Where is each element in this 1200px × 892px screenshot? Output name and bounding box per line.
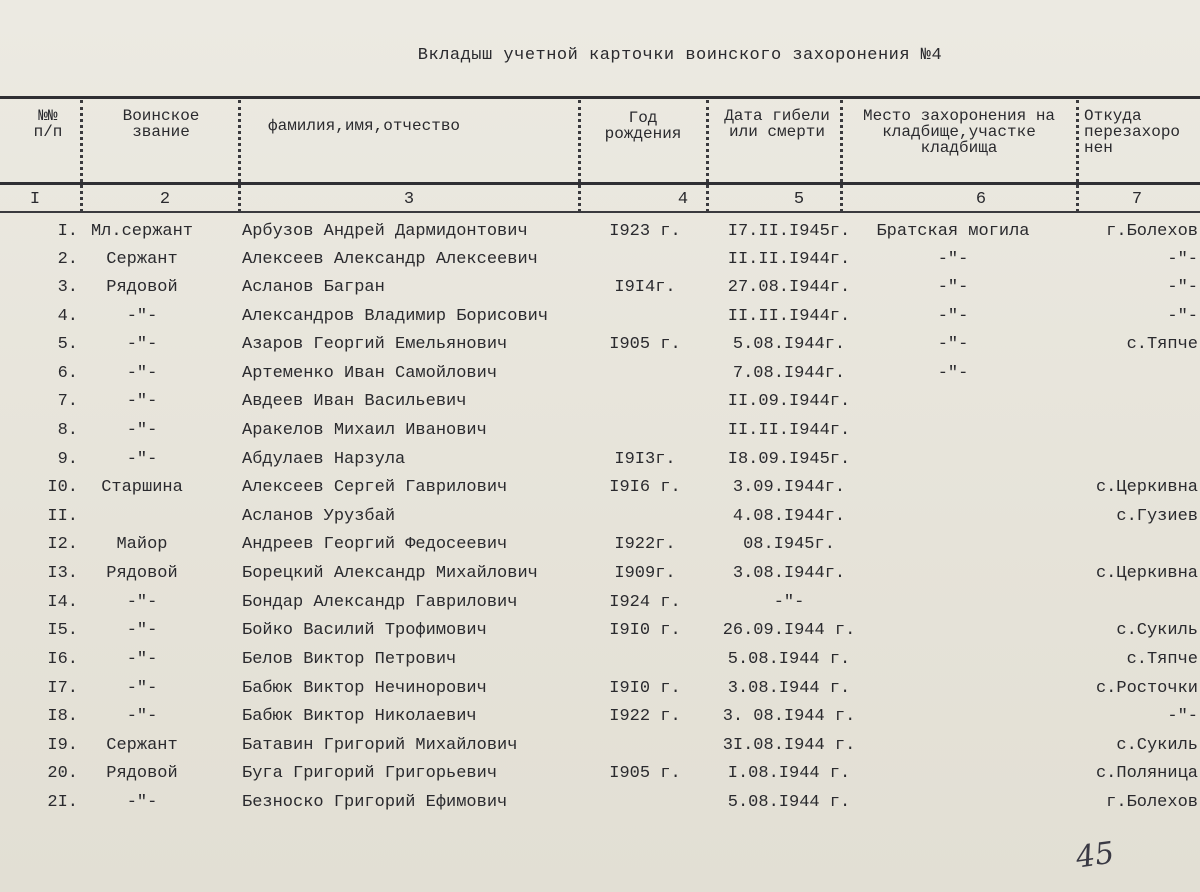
cell-death-date: II.II.I944г. (727, 421, 851, 440)
cell-number: 2I. (47, 793, 78, 812)
header-top-rule (0, 96, 1200, 99)
cell-rank: -"- (126, 793, 158, 812)
cell-reburied-from: с.Сукиль (1116, 621, 1198, 640)
cell-death-date: II.II.I944г. (727, 307, 851, 326)
cell-death-date: 5.08.I944г. (732, 335, 846, 354)
table-row (0, 278, 1200, 306)
col-separator (238, 100, 241, 212)
table-row (0, 535, 1200, 563)
cell-death-date: I8.09.I945г. (727, 450, 851, 469)
cell-rank: -"- (126, 679, 158, 698)
col-separator (80, 100, 83, 212)
cell-rank: Мл.сержант (90, 222, 194, 241)
cell-name: Батавин Григорий Михайлович (242, 736, 518, 755)
cell-number: I8. (47, 707, 78, 726)
cell-death-date: 3.09.I944г. (732, 478, 846, 497)
table-row (0, 679, 1200, 707)
cell-death-date: 3.08.I944г. (732, 564, 846, 583)
table-row (0, 507, 1200, 535)
cell-rank: Рядовой (106, 278, 178, 297)
cell-name: Бондар Александр Гаврилович (242, 593, 518, 612)
header-number: №№ п/п (33, 107, 63, 141)
cell-number: 9. (57, 450, 78, 469)
header-rank: Воинское звание (122, 107, 200, 141)
table-row (0, 421, 1200, 449)
cell-number: I7. (47, 679, 78, 698)
cell-number: I0. (47, 478, 78, 497)
cell-reburied-from: с.Церкивна (1095, 564, 1198, 583)
cell-reburied-from: с.Росточки (1095, 679, 1198, 698)
cell-death-date: 5.08.I944 г. (727, 793, 851, 812)
cell-birth-year: I905 г. (609, 764, 681, 783)
cell-death-date: 08.I945г. (743, 535, 835, 554)
column-number-rule (0, 211, 1200, 213)
cell-name: Асланов Багран (242, 278, 385, 297)
cell-death-date: 5.08.I944 г. (727, 650, 851, 669)
cell-death-date: I7.II.I945г. (727, 222, 851, 241)
cell-birth-year: I922 г. (609, 707, 681, 726)
cell-reburied-from: г.Болехов (1106, 222, 1198, 241)
handwritten-page-number: 45 (1073, 835, 1117, 876)
cell-reburied-from: с.Тяпче (1126, 335, 1198, 354)
cell-rank: Рядовой (106, 564, 178, 583)
cell-name: Борецкий Александр Михайлович (242, 564, 538, 583)
table-row (0, 621, 1200, 649)
cell-rank: -"- (126, 707, 158, 726)
cell-burial-place: Братская могила (876, 222, 1030, 241)
cell-rank: -"- (126, 621, 158, 640)
cell-birth-year: I909г. (614, 564, 676, 583)
table-row (0, 793, 1200, 821)
cell-number: I9. (47, 736, 78, 755)
table-row (0, 707, 1200, 735)
cell-rank: -"- (126, 593, 158, 612)
cell-number: I3. (47, 564, 78, 583)
cell-death-date: I.08.I944 г. (727, 764, 851, 783)
cell-name: Алексеев Сергей Гаврилович (242, 478, 508, 497)
cell-reburied-from: г.Болехов (1106, 793, 1198, 812)
cell-death-date: 3I.08.I944 г. (722, 736, 856, 755)
cell-birth-year: I9I0 г. (609, 679, 681, 698)
cell-death-date: 27.08.I944г. (727, 278, 851, 297)
cell-reburied-from: -"- (1167, 707, 1198, 726)
cell-death-date: 26.09.I944 г. (722, 621, 856, 640)
cell-name: Бабюк Виктор Нечинорович (242, 679, 487, 698)
cell-burial-place: -"- (937, 250, 969, 269)
cell-name: Андреев Георгий Федосеевич (242, 535, 508, 554)
cell-death-date: 7.08.I944г. (732, 364, 846, 383)
cell-name: Авдеев Иван Васильевич (242, 392, 467, 411)
cell-name: Артеменко Иван Самойлович (242, 364, 498, 383)
header-reburied-from: Откуда перезахоро нен (1084, 107, 1181, 157)
cell-birth-year: I923 г. (609, 222, 681, 241)
cell-name: Абдулаев Нарзула (242, 450, 406, 469)
cell-birth-year: I9I0 г. (609, 621, 681, 640)
cell-name: Азаров Георгий Емельянович (242, 335, 508, 354)
cell-number: I2. (47, 535, 78, 554)
cell-birth-year: I9I4г. (614, 278, 676, 297)
cell-birth-year: I922г. (614, 535, 676, 554)
table-row (0, 392, 1200, 420)
cell-rank: -"- (126, 307, 158, 326)
column-number: 5 (793, 190, 805, 209)
column-number: 4 (677, 190, 689, 209)
cell-death-date: -"- (773, 593, 805, 612)
table-row (0, 650, 1200, 678)
cell-name: Бабюк Виктор Николаевич (242, 707, 477, 726)
cell-burial-place: -"- (937, 307, 969, 326)
cell-burial-place: -"- (937, 278, 969, 297)
cell-birth-year: I9I6 г. (609, 478, 681, 497)
cell-reburied-from: с.Сукиль (1116, 736, 1198, 755)
cell-number: I5. (47, 621, 78, 640)
cell-number: 5. (57, 335, 78, 354)
cell-rank: Сержант (106, 736, 178, 755)
cell-birth-year: I9I3г. (614, 450, 676, 469)
cell-name: Буга Григорий Григорьевич (242, 764, 498, 783)
cell-name: Алексеев Александр Алексеевич (242, 250, 538, 269)
table-row (0, 222, 1200, 250)
cell-reburied-from: -"- (1167, 278, 1198, 297)
cell-rank: -"- (126, 335, 158, 354)
col-separator (1076, 100, 1079, 212)
cell-number: 6. (57, 364, 78, 383)
table-row (0, 564, 1200, 592)
cell-reburied-from: с.Церкивна (1095, 478, 1198, 497)
column-number: 7 (1131, 190, 1143, 209)
cell-rank: -"- (126, 392, 158, 411)
cell-rank: -"- (126, 364, 158, 383)
cell-birth-year: I905 г. (609, 335, 681, 354)
column-number: 3 (403, 190, 415, 209)
table-row (0, 736, 1200, 764)
cell-reburied-from: с.Тяпче (1126, 650, 1198, 669)
cell-number: II. (47, 507, 78, 526)
cell-name: Александров Владимир Борисович (242, 307, 549, 326)
table-row (0, 250, 1200, 278)
cell-number: 2. (57, 250, 78, 269)
cell-name: Безноско Григорий Ефимович (242, 793, 508, 812)
cell-name: Асланов Урузбай (242, 507, 396, 526)
cell-rank: Майор (116, 535, 168, 554)
cell-name: Бойко Василий Трофимович (242, 621, 487, 640)
table-row (0, 478, 1200, 506)
cell-burial-place: -"- (937, 335, 969, 354)
cell-death-date: 3. 08.I944 г. (722, 707, 856, 726)
cell-death-date: II.II.I944г. (727, 250, 851, 269)
cell-number: I6. (47, 650, 78, 669)
cell-death-date: 3.08.I944 г. (727, 679, 851, 698)
column-number: 2 (159, 190, 171, 209)
cell-name: Аракелов Михаил Иванович (242, 421, 487, 440)
cell-rank: -"- (126, 421, 158, 440)
table-row (0, 307, 1200, 335)
cell-reburied-from: -"- (1167, 250, 1198, 269)
cell-number: I4. (47, 593, 78, 612)
cell-number: 20. (47, 764, 78, 783)
table-row (0, 593, 1200, 621)
table-row (0, 450, 1200, 478)
cell-reburied-from: с.Гузиев (1116, 507, 1198, 526)
cell-name: Арбузов Андрей Дармидонтович (242, 222, 528, 241)
cell-rank: Рядовой (106, 764, 178, 783)
cell-number: 3. (57, 278, 78, 297)
cell-name: Белов Виктор Петрович (242, 650, 457, 669)
column-number: I (29, 190, 41, 209)
cell-rank: -"- (126, 650, 158, 669)
cell-number: 7. (57, 392, 78, 411)
table-row (0, 335, 1200, 363)
table-row (0, 364, 1200, 392)
header-name: фамилия,имя,отчество (268, 117, 461, 135)
cell-rank: Сержант (106, 250, 178, 269)
header-burial-place: Место захоронения на кладбище,участке кладбища (862, 107, 1056, 157)
cell-birth-year: I924 г. (609, 593, 681, 612)
cell-number: I. (57, 222, 78, 241)
cell-number: 8. (57, 421, 78, 440)
cell-death-date: II.09.I944г. (727, 392, 851, 411)
header-bottom-rule (0, 182, 1200, 185)
col-separator (578, 100, 581, 212)
column-number: 6 (975, 190, 987, 209)
document-title: Вкладыш учетной карточки воинского захоронения №4 (417, 46, 943, 65)
header-death-date: Дата гибели или смерти (724, 107, 830, 141)
cell-burial-place: -"- (937, 364, 969, 383)
header-birth-year: Год рождения (604, 109, 682, 143)
cell-death-date: 4.08.I944г. (732, 507, 846, 526)
cell-reburied-from: с.Поляница (1095, 764, 1198, 783)
col-separator (706, 100, 709, 212)
table-row (0, 764, 1200, 792)
cell-number: 4. (57, 307, 78, 326)
cell-rank: -"- (126, 450, 158, 469)
cell-reburied-from: -"- (1167, 307, 1198, 326)
cell-rank: Старшина (101, 478, 183, 497)
